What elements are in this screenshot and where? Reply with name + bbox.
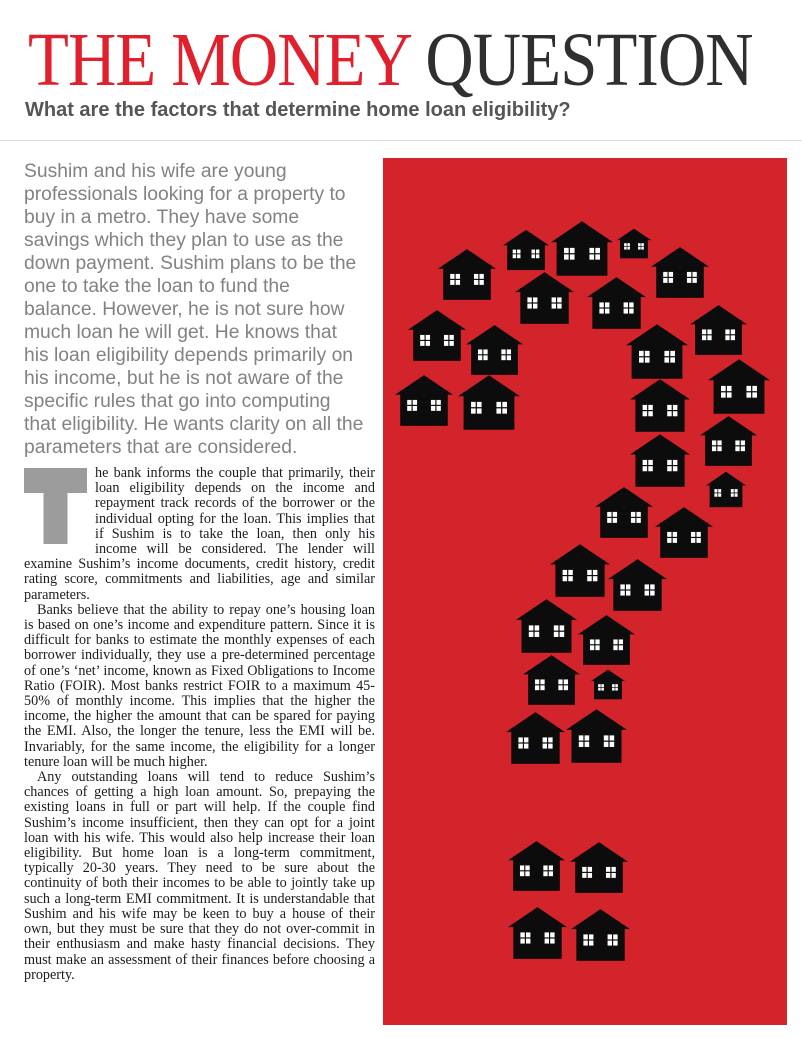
house-icon — [570, 841, 628, 894]
house-icon — [630, 378, 690, 433]
house-icon — [506, 711, 565, 765]
house-icon — [617, 228, 651, 259]
house-icon — [395, 374, 453, 427]
house-icon — [706, 471, 746, 508]
house-icon — [708, 358, 770, 415]
house-icon — [508, 840, 565, 892]
body-paragraph-2: Banks believe that the ability to repay one’s housing loan is based on one’s income and expenditure pattern. Since it is difficult for banks to estimate the monthly expenses of each borrower individually, they use a pre-determined percentage of one’s ‘net’ income, known as Fixed Obligations to Income Ratio (FOIR). Most banks restrict FOIR to a maximum 45-50% of monthly income. This implies that the higher the income, the higher the amount that can be spared for paying the EMI. Also, the longer the tenure, less the EMI will be. Invariably, for the same income, the eligibility for a longer tenure loan will be much higher. — [24, 601, 375, 770]
house-icon — [578, 614, 635, 666]
house-icon — [408, 309, 466, 362]
house-icon — [551, 220, 613, 277]
body-paragraph-3: Any outstanding loans will tend to reduce Sushim’s chances of getting a high loan amount. So, prepaying the existing loans in full or part will help. If the couple find Sushim’s income insufficient, then they can opt for a joint loan with his wife. This would also help increase their loan eligibility. But home loan is a long-term commitment, typically 20-30 years. They need to be sure about the continuity of both their incomes to be able to jointly take up such a long-term EMI commitment. It is understandable that Sushim and his wife may be keen to buy a house of their own, but they must be sure that they do not over-commit in their enthusiasm and make hasty financial decisions. They must make an assessment of their finances before choosing a property. — [24, 769, 375, 983]
house-icon — [516, 598, 577, 654]
house-icon — [466, 324, 523, 376]
house-icon — [550, 543, 610, 598]
house-icon — [458, 374, 520, 431]
house-icon — [630, 433, 690, 488]
house-icon — [655, 506, 713, 559]
header-divider — [0, 140, 802, 141]
house-icon — [700, 415, 757, 467]
house-icon — [608, 558, 667, 612]
house-icon — [651, 246, 709, 299]
house-icon — [566, 708, 627, 764]
house-icon — [515, 271, 574, 325]
house-icon — [587, 276, 646, 330]
house-icon — [591, 669, 625, 700]
body-paragraph-1 — [24, 466, 375, 603]
house-icon — [690, 304, 747, 356]
house-icon — [523, 654, 580, 706]
house-icon — [595, 486, 653, 539]
body-paragraph-1-text: he bank informs the couple that primarily, their loan eligibility depends on the income and repayment track records of the borrower or the individual opting for the loan. This implies that if Sushim is to take the loan, then only his income will be considered. The lender will examine Sushim’s income documents, credit history, credit rating score, commitments and liabilities, age and similar parameters. — [24, 465, 375, 603]
house-icon — [508, 906, 567, 960]
page-title — [28, 18, 753, 102]
house-icon — [503, 229, 549, 271]
article-body — [24, 466, 375, 983]
house-icon — [571, 908, 630, 962]
page-title-red-part: THE MONEY — [28, 18, 413, 102]
house-icon — [626, 323, 688, 380]
article-subtitle: What are the factors that determine home loan eligibility? — [25, 99, 571, 121]
page-title-dark-part: QUESTION — [425, 18, 753, 102]
intro-paragraph: Sushim and his wife are young professionals looking for a property to buy in a metro. They have some savings which they plan to use as the down payment. Sushim plans to be the one to take the loan to fund the balance. However, he is not sure how much loan he will get. He knows that his loan eligibility depends primarily on his income, but he is not aware of the specific rules that go into computing that eligibility. He wants clarity on all the parameters that are considered. — [24, 161, 364, 458]
drop-cap-T — [24, 468, 87, 544]
house-icon — [438, 248, 496, 301]
question-mark-illustration — [383, 158, 787, 1025]
